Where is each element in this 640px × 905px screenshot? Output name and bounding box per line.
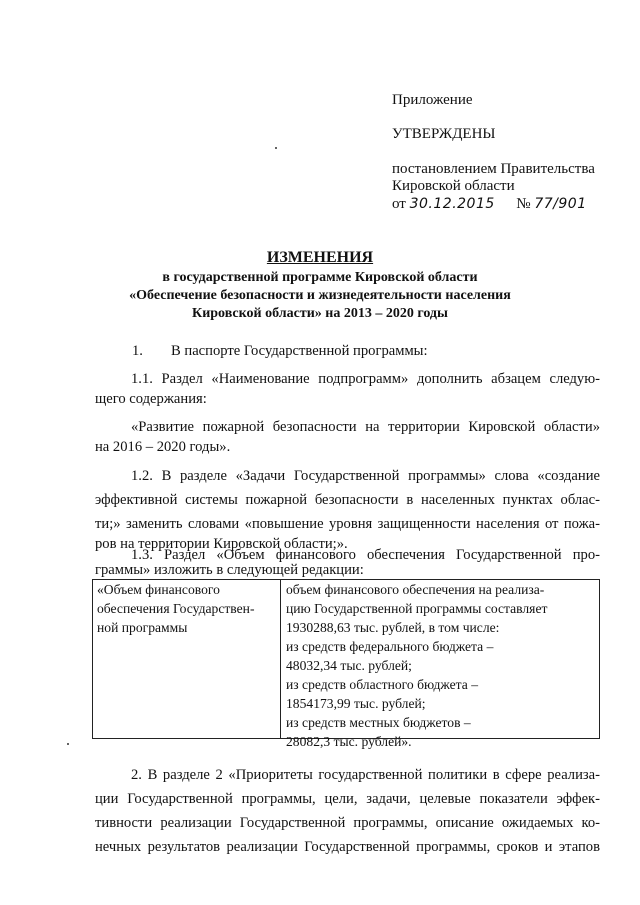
table-right-line: из средств местных бюджетов – <box>286 715 471 730</box>
paragraph-1-1-quote: «Развитие пожарной безопасности на территории Кировской области» <box>131 419 600 435</box>
table-right-cell <box>286 580 547 751</box>
table-column-divider <box>280 580 281 738</box>
table-right-line: 28082,3 тыс. рублей». <box>286 734 412 749</box>
paragraph-1-2-line-3: ти;» заменить словами «повышение уровня защищенности населения от пожа- <box>95 516 600 532</box>
table-right-line: объем финансового обеспечения на реализа- <box>286 582 545 597</box>
date-value: 30.12.2015 <box>409 196 495 212</box>
decree-line-1: постановлением Правительства <box>392 161 595 177</box>
paragraph-1-1-years: на 2016 – 2020 годы». <box>95 439 231 455</box>
decree-date-line <box>392 196 587 213</box>
table-right-line: цию Государственной программы составляет <box>286 601 548 616</box>
paragraph-1-1-cont: щего содержания: <box>95 391 207 407</box>
item-1-number: 1. <box>132 343 143 359</box>
speck <box>275 147 277 149</box>
paragraph-1-2-line-2: эффективной системы пожарной безопасности в населенных пунктах облас- <box>95 492 600 508</box>
number-value: 77/901 <box>534 196 587 212</box>
date-prefix: от <box>392 196 406 212</box>
decree-line-2: Кировской области <box>392 178 515 194</box>
table-right-line: 1854173,99 тыс. рублей; <box>286 696 426 711</box>
paragraph-1-1: 1.1. Раздел «Наименование подпрограмм» дополнить абзацем следую- <box>131 371 600 387</box>
paragraph-2-line-3: тивности реализации Государственной программы, описание ожидаемых ко- <box>95 815 600 831</box>
financing-table <box>92 579 600 749</box>
table-left-cell <box>97 580 254 637</box>
table-right-line: из средств федерального бюджета – <box>286 639 494 654</box>
paragraph-2: 2. В разделе 2 «Приоритеты государственной политики в сфере реализа- <box>131 767 600 783</box>
document-title: ИЗМЕНЕНИЯ <box>266 249 374 266</box>
paragraph-1-3: 1.3. Раздел «Объем финансового обеспечения Государственной про- <box>131 547 600 563</box>
table-right-line: 1930288,63 тыс. рублей, в том числе: <box>286 620 500 635</box>
title-line-1: в государственной программе Кировской области <box>162 270 478 285</box>
table-right-line: из средств областного бюджета – <box>286 677 478 692</box>
appendix-label: Приложение <box>392 92 473 108</box>
title-line-2: «Обеспечение безопасности и жизнедеятельности населения <box>129 288 511 303</box>
paragraph-2-line-2: ции Государственной программы, цели, задачи, целевые показатели эффек- <box>95 791 600 807</box>
table-right-line: 48032,34 тыс. рублей; <box>286 658 412 673</box>
paragraph-1-2-line-4: ров на территории Кировской области;». <box>95 536 348 552</box>
approved-label: УТВЕРЖДЕНЫ <box>392 126 496 142</box>
paragraph-1-2: 1.2. В разделе «Задачи Государственной программы» слова «создание <box>131 468 600 484</box>
title-line-3: Кировской области» на 2013 – 2020 годы <box>192 306 448 321</box>
table-left-line: обеспечения Государствен- <box>97 601 255 616</box>
table-left-line: ной программы <box>97 620 188 635</box>
number-prefix: № <box>516 196 531 212</box>
table-left-line: «Объем финансового <box>97 582 220 597</box>
speck <box>67 743 69 745</box>
item-1-text: В паспорте Государственной программы: <box>171 343 428 359</box>
paragraph-1-3-cont: граммы» изложить в следующей редакции: <box>95 562 364 578</box>
paragraph-2-line-4: нечных результатов реализации Государственной программы, сроков и этапов <box>95 839 600 855</box>
